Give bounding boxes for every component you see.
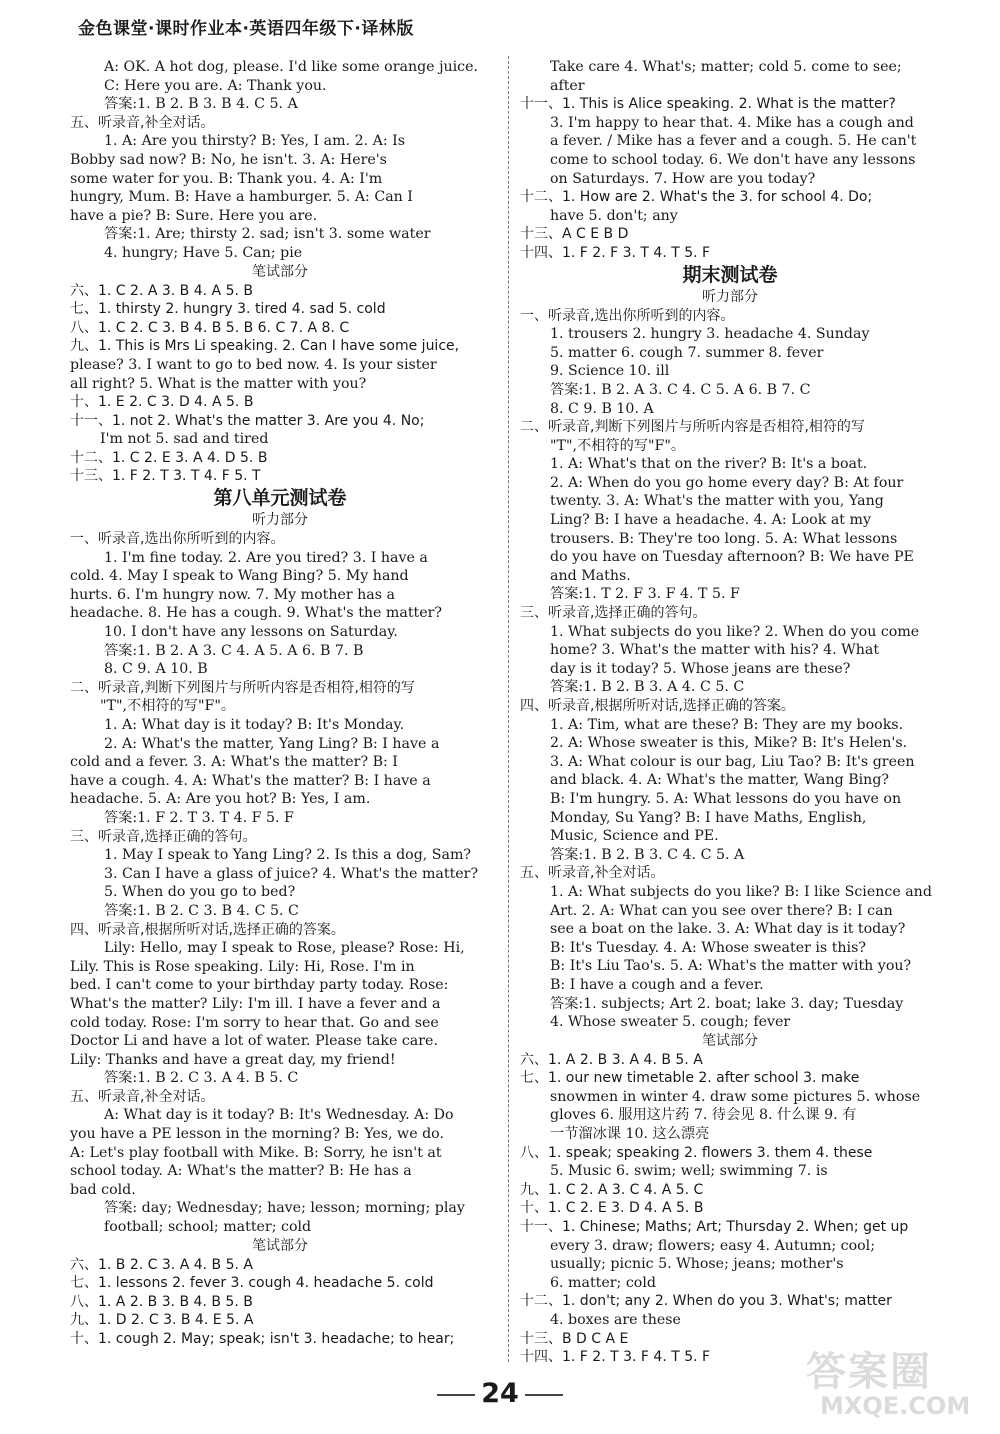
- text-line: 3. Can I have a glass of juice? 4. What's the matter?: [104, 865, 479, 882]
- question-heading: 六、1. B 2. C 3. A 4. B 5. A: [70, 1256, 253, 1273]
- text-line: 4. boxes are these: [550, 1312, 681, 1328]
- text-line: 答案:1. B 2. A 3. C 4. C 5. A 6. B 7. C: [550, 381, 811, 398]
- question-heading: 一、听录音,选出你所听到的内容。: [520, 307, 735, 324]
- text-line: Music, Science and PE.: [550, 828, 719, 845]
- question-heading: 五、听录音,补全对话。: [70, 1088, 215, 1105]
- text-line: A: Let's play football with Mike. B: Sorry, he isn't at: [70, 1144, 442, 1161]
- question-heading: 十二、1. don't; any 2. When do you 3. What's; matter: [520, 1293, 892, 1310]
- text-line: 1. A: What day is it today? B: It's Monday.: [104, 717, 405, 733]
- text-line: 5. When do you go to bed?: [104, 884, 296, 901]
- text-line: "T",不相符的写"F"。: [100, 698, 236, 715]
- text-line: 1. A: What's that on the river? B: It's a boat.: [550, 456, 868, 473]
- question-heading: 十二、1. C 2. E 3. A 4. D 5. B: [70, 449, 268, 466]
- question-heading: 五、听录音,补全对话。: [70, 114, 215, 131]
- text-line: 5. matter 6. cough 7. summer 8. fever: [550, 344, 824, 361]
- question-heading: 二、听录音,判断下列图片与所听内容是否相符,相符的写: [70, 679, 415, 696]
- question-heading: 十一、1. not 2. What's the matter 3. Are you 4. No;: [70, 412, 425, 429]
- text-line: 2. A: When do you go home every day? B: At four: [550, 474, 904, 491]
- text-line: 答案:1. Are; thirsty 2. sad; isn't 3. some water: [104, 226, 431, 243]
- text-line: 1. A: Tim, what are these? B: They are my books.: [550, 716, 904, 733]
- page-number-text: 24: [481, 1378, 519, 1409]
- text-line: have 5. don't; any: [550, 207, 678, 224]
- text-line: 6. matter; cold: [550, 1274, 656, 1291]
- text-line: 答案:1. subjects; Art 2. boat; lake 3. day; Tuesday: [550, 995, 904, 1012]
- text-line: hungry, Mum. B: Have a hamburger. 5. A: Can I: [70, 189, 413, 206]
- text-line: Lily: Hello, may I speak to Rose, please? Rose: Hi,: [104, 940, 465, 957]
- text-line: see a boat on the lake. 3. A: What day is it today?: [550, 921, 906, 938]
- text-line: 1. trousers 2. hungry 3. headache 4. Sunday: [550, 326, 870, 343]
- text-line: day is it today? 5. Whose jeans are these?: [550, 660, 851, 677]
- text-line: some water for you. B: Thank you. 4. A: I'm: [70, 170, 383, 187]
- text-line: please? 3. I want to go to bed now. 4. Is your sister: [70, 356, 437, 373]
- text-line: 5. Music 6. swim; well; swimming 7. is: [550, 1163, 828, 1180]
- page-number-dash-left: [437, 1394, 475, 1396]
- question-heading: 八、1. speak; speaking 2. flowers 3. them 4. these: [520, 1144, 873, 1161]
- text-line: 3. A: What colour is our bag, Liu Tao? B: It's green: [550, 753, 915, 770]
- text-line: 答案:1. B 2. B 3. A 4. C 5. C: [550, 679, 745, 696]
- watermark-logo: [806, 1340, 984, 1426]
- page-number-dash-right: [525, 1394, 563, 1396]
- text-line: headache. 5. A: Are you hot? B: Yes, I am.: [70, 791, 371, 808]
- text-line: 1. What subjects do you like? 2. When do you come: [550, 623, 920, 640]
- text-line: cold today. Rose: I'm sorry to hear that. Go and see: [70, 1014, 439, 1031]
- text-line: bad cold.: [70, 1181, 136, 1198]
- question-heading: 十一、1. This is Alice speaking. 2. What is the matter?: [520, 96, 896, 113]
- section-subtitle: 听力部分: [702, 288, 758, 305]
- question-heading: 九、1. D 2. C 3. B 4. E 5. A: [70, 1312, 254, 1329]
- text-line: football; school; matter; cold: [104, 1219, 312, 1236]
- text-line: come to school today. 6. We don't have any lessons: [550, 151, 916, 168]
- text-line: Bobby sad now? B: No, he isn't. 3. A: Here's: [70, 151, 387, 168]
- watermark-url: MXQE.COM: [820, 1392, 971, 1420]
- text-line: What's the matter? Lily: I'm ill. I have a fever and a: [70, 995, 441, 1012]
- text-line: cold. 4. May I speak to Wang Bing? 5. My hand: [70, 568, 409, 585]
- text-line: school today. A: What's the matter? B: He has a: [70, 1163, 412, 1180]
- question-heading: 十、1. cough 2. May; speak; isn't 3. headache; to hear;: [70, 1331, 455, 1347]
- text-line: you have a PE lesson in the morning? B: Yes, we do.: [70, 1126, 444, 1143]
- section-subtitle: 笔试部分: [702, 1032, 758, 1049]
- text-line: twenty. 3. A: What's the matter with you, Yang: [550, 493, 884, 510]
- text-line: 4. Whose sweater 5. cough; fever: [550, 1014, 791, 1031]
- question-heading: 八、1. C 2. C 3. B 4. B 5. B 6. C 7. A 8. C: [70, 319, 350, 336]
- text-line: 答案:1. T 2. F 3. F 4. T 5. F: [550, 586, 740, 603]
- text-line: Art. 2. A: What can you see over there? B: I can: [550, 902, 893, 919]
- text-line: Monday, Su Yang? B: I have Maths, English,: [550, 809, 867, 826]
- text-line: B: I'm hungry. 5. A: What lessons do you have on: [550, 790, 902, 807]
- question-heading: 四、听录音,根据所听对话,选择正确的答案。: [70, 921, 345, 938]
- question-heading: 九、1. C 2. A 3. C 4. A 5. C: [520, 1181, 704, 1198]
- question-heading: 十二、1. How are 2. What's the 3. for school 4. Do;: [520, 189, 873, 206]
- text-line: 答案:1. B 2. A 3. C 4. A 5. A 6. B 7. B: [104, 642, 364, 659]
- text-line: Doctor Li and have a lot of water. Please take care.: [70, 1033, 438, 1050]
- question-heading: 十四、1. F 2. F 3. T 4. T 5. F: [520, 244, 711, 261]
- text-line: Lily. This is Rose speaking. Lily: Hi, Rose. I'm in: [70, 958, 415, 975]
- text-line: 答案:1. B 2. B 3. C 4. C 5. A: [550, 846, 745, 863]
- text-line: 9. Science 10. ill: [550, 363, 670, 380]
- text-line: Ling? B: I have a headache. 4. A: Look at my: [550, 512, 871, 529]
- text-line: do you have on Tuesday afternoon? B: We have PE: [550, 549, 914, 566]
- section-subtitle: 笔试部分: [252, 263, 308, 280]
- question-heading: 十三、B D C A E: [520, 1330, 629, 1347]
- text-line: 8. C 9. B 10. A: [550, 400, 654, 417]
- text-line: B: It's Tuesday. 4. A: Whose sweater is this?: [550, 939, 866, 956]
- question-heading: 六、1. A 2. B 3. A 4. B 5. A: [520, 1051, 703, 1068]
- text-line: Lily: Thanks and have a great day, my friend!: [70, 1051, 396, 1068]
- question-heading: 六、1. C 2. A 3. B 4. A 5. B: [70, 282, 253, 299]
- watermark-text: 答案圈: [806, 1349, 932, 1395]
- text-line: usually; picnic 5. Whose; jeans; mother's: [550, 1256, 844, 1273]
- text-line: 8. C 9. A 10. B: [104, 661, 208, 678]
- text-line: A: OK. A hot dog, please. I'd like some orange juice.: [104, 59, 479, 75]
- text-line: have a cough. 4. A: What's the matter? B: I have a: [70, 772, 431, 789]
- text-line: every 3. draw; flowers; easy 4. Autumn; cool;: [550, 1237, 875, 1254]
- text-line: 1. A: What subjects do you like? B: I like Science and: [550, 883, 932, 900]
- question-heading: 三、听录音,选择正确的答句。: [520, 605, 707, 622]
- text-line: headache. 8. He has a cough. 9. What's the matter?: [70, 605, 443, 622]
- text-line: I'm not 5. sad and tired: [100, 431, 269, 448]
- page-header: 金色课堂·课时作业本·英语四年级下·译林版: [78, 19, 414, 39]
- text-line: gloves 6. 服用这片药 7. 待会见 8. 什么课 9. 有: [550, 1107, 857, 1124]
- text-line: Take care 4. What's; matter; cold 5. come to see;: [550, 59, 902, 75]
- question-heading: 九、1. This is Mrs Li speaking. 2. Can I have some juice,: [70, 338, 460, 355]
- question-heading: 五、听录音,补全对话。: [520, 865, 665, 882]
- text-line: C: Here you are. A: Thank you.: [104, 77, 327, 94]
- section-title: 期末测试卷: [682, 263, 778, 286]
- question-heading: 二、听录音,判断下列图片与所听内容是否相符,相符的写: [520, 419, 865, 436]
- question-heading: 七、1. lessons 2. fever 3. cough 4. headache 5. cold: [70, 1275, 434, 1292]
- text-line: 2. A: What's the matter, Yang Ling? B: I have a: [104, 735, 440, 752]
- right-column: [520, 58, 940, 1367]
- question-heading: 十三、1. F 2. T 3. T 4. F 5. T: [70, 468, 261, 485]
- question-heading: 十、1. C 2. E 3. D 4. A 5. B: [520, 1200, 704, 1217]
- text-line: B: It's Liu Tao's. 5. A: What's the matter with you?: [550, 958, 912, 975]
- section-subtitle: 听力部分: [252, 512, 308, 529]
- text-line: have a pie? B: Sure. Here you are.: [70, 207, 318, 224]
- text-line: on Saturdays. 7. How are you today?: [550, 170, 816, 187]
- question-heading: 八、1. A 2. B 3. B 4. B 5. B: [70, 1293, 253, 1310]
- text-line: 1. May I speak to Yang Ling? 2. Is this a dog, Sam?: [104, 847, 472, 864]
- text-line: home? 3. What's the matter with his? 4. What: [550, 642, 880, 659]
- text-line: and black. 4. A: What's the matter, Wang Bing?: [550, 772, 890, 789]
- text-line: all right? 5. What is the matter with you?: [70, 375, 367, 392]
- text-line: and Maths.: [550, 567, 631, 584]
- text-line: hurts. 6. I'm hungry now. 7. My mother has a: [70, 586, 395, 603]
- text-line: 一节溜冰课 10. 这么漂亮: [550, 1126, 710, 1143]
- text-line: "T",不相符的写"F"。: [550, 437, 686, 454]
- question-heading: 三、听录音,选择正确的答句。: [70, 828, 257, 845]
- text-line: 1. A: Are you thirsty? B: Yes, I am. 2. A: Is: [104, 133, 406, 150]
- text-line: 4. hungry; Have 5. Can; pie: [104, 244, 303, 261]
- text-line: 答案:1. B 2. C 3. A 4. B 5. C: [104, 1070, 299, 1087]
- text-line: A: What day is it today? B: It's Wednesday. A: Do: [104, 1107, 454, 1124]
- section-subtitle: 笔试部分: [252, 1237, 308, 1254]
- text-line: after: [550, 77, 585, 94]
- question-heading: 十、1. E 2. C 3. D 4. A 5. B: [70, 394, 254, 411]
- text-line: trousers. B: They're too long. 5. A: What lessons: [550, 530, 898, 547]
- question-heading: 一、听录音,选出你所听到的内容。: [70, 531, 285, 548]
- question-heading: 四、听录音,根据所听对话,选择正确的答案。: [520, 698, 795, 714]
- left-column: [70, 58, 490, 1349]
- text-line: B: I have a cough and a fever.: [550, 976, 764, 993]
- question-heading: 十四、1. F 2. T 3. F 4. T 5. F: [520, 1349, 711, 1366]
- question-heading: 七、1. our new timetable 2. after school 3. make: [520, 1070, 860, 1087]
- text-line: 2. A: Whose sweater is this, Mike? B: It's Helen's.: [550, 735, 908, 752]
- text-line: 答案:1. F 2. T 3. T 4. F 5. F: [104, 809, 294, 826]
- question-heading: 七、1. thirsty 2. hungry 3. tired 4. sad 5. cold: [70, 301, 386, 318]
- text-line: 答案: day; Wednesday; have; lesson; morning; play: [104, 1200, 465, 1217]
- text-line: 1. I'm fine today. 2. Are you tired? 3. I have a: [104, 549, 428, 566]
- text-line: a fever. / Mike has a fever and a cough. 5. He can't: [550, 133, 917, 150]
- text-line: cold and a fever. 3. A: What's the matter? B: I: [70, 754, 398, 771]
- question-heading: 十一、1. Chinese; Maths; Art; Thursday 2. When; get up: [520, 1219, 909, 1236]
- text-line: bed. I can't come to your birthday party today. Rose:: [70, 977, 449, 994]
- text-line: 3. I'm happy to hear that. 4. Mike has a cough and: [550, 114, 914, 131]
- text-line: snowmen in winter 4. draw some pictures 5. whose: [550, 1088, 921, 1105]
- question-heading: 十三、A C E B D: [520, 226, 629, 243]
- section-title: 第八单元测试卷: [213, 487, 347, 510]
- text-line: 答案:1. B 2. B 3. B 4. C 5. A: [104, 96, 298, 113]
- text-line: 答案:1. B 2. C 3. B 4. C 5. C: [104, 902, 299, 919]
- column-divider: [508, 56, 509, 1362]
- text-line: 10. I don't have any lessons on Saturday.: [104, 624, 398, 641]
